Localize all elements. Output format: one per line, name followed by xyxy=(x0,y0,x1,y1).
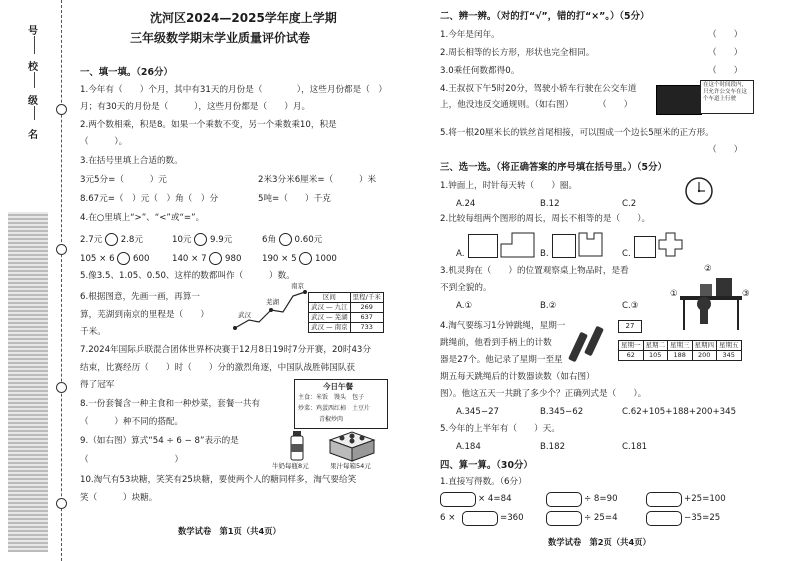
q8-line2: （ ）种不同的搭配。 xyxy=(80,417,184,427)
page1-footer: 数学试卷 第1页（共4页） xyxy=(178,526,281,536)
position-mark-2: ② xyxy=(704,264,712,274)
q4-line: 4.在○里填上“>”、“<”或“=”。 xyxy=(80,213,205,223)
s2-q4-line1: 4.王叔叔下午5时20分，驾驶小轿车行驶在公交车道 xyxy=(440,84,637,94)
table-header: 星期三 xyxy=(668,341,693,351)
q4-row2-c: 190 × 5 1000 xyxy=(262,254,337,264)
binding-blank xyxy=(34,106,35,120)
bus-lane-photo xyxy=(656,85,702,115)
section3-header: 三、选一选。（将正确答案的序号填在括号里。）（5分） xyxy=(440,162,667,173)
table-cell: 637 xyxy=(350,313,383,323)
binding-label-school: 校 xyxy=(28,62,38,73)
s2-q3: 3.0乘任何数都得0。 xyxy=(440,66,520,76)
binding-blank xyxy=(34,36,35,54)
position-mark-1: ① xyxy=(670,289,678,299)
menu-row-staple: 主食：米饭 馒头 包子 xyxy=(298,394,365,401)
s3-q3-line1: 3.机灵狗在（ ）的位置观察桌上物品时，是看 xyxy=(440,266,629,276)
table-header: 星期一 xyxy=(619,341,644,351)
table-cell: 200 xyxy=(692,351,717,361)
q3-b: 2米3分米6厘米=（ ）米 xyxy=(258,175,377,185)
q6-line3: 千米。 xyxy=(80,327,106,337)
s3-q1: 1.钟面上，时针每天转（ ）圈。 xyxy=(440,181,578,191)
binding-label-number: 号 xyxy=(28,26,38,37)
s3-q5: 5.今年的上半年有（ ）天。 xyxy=(440,424,560,434)
table-header: 星期五 xyxy=(717,341,742,351)
s3-q4-line2: 跳绳前，他看到手柄上的计数 xyxy=(440,338,552,348)
q3-line: 3.在括号里填上合适的数。 xyxy=(80,156,183,166)
calc-expr: −35=25 xyxy=(684,513,721,523)
s3-q4-line4: 期五每天跳绳后的计数器读数（如右图） xyxy=(440,372,595,382)
s2-q4-line2: 上，他没违反交通规则。（如右图） xyxy=(440,100,574,110)
table-cell: 269 xyxy=(350,303,383,313)
lunch-menu xyxy=(294,379,388,429)
table-header: 星期二 xyxy=(643,341,668,351)
milk-price-label: 牛奶每瓶8元 xyxy=(272,462,309,470)
q4-row1-a: 2.7元 2.8元 xyxy=(80,235,143,245)
map-label-wuhan: 武汉 xyxy=(238,311,251,319)
binding-hole xyxy=(56,104,67,115)
answer-paren: （ ） xyxy=(708,66,743,76)
binding-hole xyxy=(56,382,67,393)
binding-blank xyxy=(34,72,35,88)
q2-line2: （ ）。 xyxy=(80,137,128,147)
s3-q2: 2.比较每组两个图形的周长，周长不相等的是（ ）。 xyxy=(440,214,651,224)
s3-q1-opt-a[interactable]: A.24 xyxy=(456,199,476,209)
answer-box[interactable] xyxy=(462,511,498,526)
answer-box[interactable] xyxy=(546,492,582,507)
exam-title-line1: 沈河区2024—2025学年度上学期 xyxy=(150,11,337,25)
table-header: 区间 xyxy=(309,293,351,303)
position-mark-3: ③ xyxy=(742,289,750,299)
table-cell: 733 xyxy=(350,323,383,333)
s3-q4-line1: 4.淘气要练习1分钟跳绳，星期一 xyxy=(440,321,566,331)
q4-row2-a: 105 × 6 600 xyxy=(80,254,150,264)
calc-expr: +25=100 xyxy=(684,494,726,504)
q1-line1: 1.今年有（ ）个月，其中有31天的月份是（ ），这些月份都是（ ） xyxy=(80,85,388,95)
s2-q5-line1: 5.将一根20厘米长的铁丝首尾相接，可以围成一个边长5厘米的正方形。 xyxy=(440,128,714,138)
counter-display: 27 xyxy=(618,320,642,333)
binding-strip xyxy=(0,0,66,561)
calc-expr: =360 xyxy=(500,513,524,523)
section1-header: 一、填一填。（26分） xyxy=(80,67,173,78)
calc-expr: ÷ 8=90 xyxy=(584,494,618,504)
rectangle-shape xyxy=(468,234,498,258)
s3-q5-opt-b[interactable]: B.182 xyxy=(540,442,566,452)
q1-line2: 月；有30天的月份是（ ），这些月份都是（ ）月。 xyxy=(80,102,311,112)
juice-box-icon xyxy=(326,428,378,462)
juice-price-label: 果汁每箱54元 xyxy=(330,462,371,470)
q5-line: 5.像3.5、1.05、0.50、这样的数都叫作（ ）数。 xyxy=(80,271,295,281)
table-cell: 105 xyxy=(643,351,668,361)
s3-q4-opt-a[interactable]: A.345−27 xyxy=(456,407,499,417)
s3-q3-opt-c[interactable]: C.③ xyxy=(622,301,639,311)
map-label-nanjing: 南京 xyxy=(291,282,304,290)
milk-bottle-icon xyxy=(288,430,306,462)
binding-label-class: 级 xyxy=(28,96,38,107)
answer-paren: （ ） xyxy=(598,100,633,110)
q7-line2: 结束，比赛经历（ ）时（ ）分的激烈角逐，中国队战胜韩国队获 xyxy=(80,363,356,373)
s3-q3-line2: 不到全貌的。 xyxy=(440,283,492,293)
table-header: 里程/千米 xyxy=(350,293,383,303)
compare-circle[interactable] xyxy=(209,252,222,265)
answer-paren: （ ） xyxy=(708,48,743,58)
q10-line1: 10.淘气有53块糖，笑笑有25块糖，要使两个人的糖同样多，淘气要给笑 xyxy=(80,475,357,485)
menu-row-dishes: 炒菜：鸡蛋西红柿 土豆片 xyxy=(298,405,371,412)
q6-line2: 算，芜湖到南京的里程是（ ） xyxy=(80,310,209,320)
notched-square-shape xyxy=(578,232,604,258)
desk-scene-illustration xyxy=(668,270,752,332)
s3-q2-opt-c[interactable]: C. xyxy=(622,249,631,259)
table-header: 星期四 xyxy=(692,341,717,351)
answer-paren: （ ） xyxy=(708,30,743,40)
q7-line1: 7.2024年国际乒联混合团体世界杯决赛于12月8日19时7分开赛，20时43分 xyxy=(80,345,371,355)
answer-box[interactable] xyxy=(646,511,682,526)
q3-c: 8.67元=（ ）元（ ）角（ ）分 xyxy=(80,194,219,204)
s3-q1-opt-b[interactable]: B.12 xyxy=(540,199,560,209)
s3-q5-opt-a[interactable]: A.184 xyxy=(456,442,481,452)
binding-label-name: 名 xyxy=(28,130,38,141)
s3-q3-opt-a[interactable]: A.① xyxy=(456,301,473,311)
binding-line xyxy=(61,0,62,561)
table-cell: 62 xyxy=(619,351,644,361)
square-shape xyxy=(552,234,576,258)
s3-q4-opt-c[interactable]: C.62+105+188+200+345 xyxy=(622,407,737,417)
compare-circle[interactable] xyxy=(299,252,312,265)
binding-hole xyxy=(56,498,67,509)
cross-shape xyxy=(658,232,684,258)
compare-circle[interactable] xyxy=(117,252,130,265)
step-shape xyxy=(500,232,536,258)
shaded-strip xyxy=(8,212,48,552)
s4-q1: 1.直接写得数。（6分） xyxy=(440,477,527,487)
compare-circle[interactable] xyxy=(105,233,118,246)
q8-line1: 8.一份套餐含一种主食和一种炒菜，套餐一共有 xyxy=(80,399,261,409)
q4-row1-b: 10元 9.9元 xyxy=(172,235,233,245)
s3-q2-opt-b[interactable]: B. xyxy=(540,249,549,259)
q4-row2-b: 140 × 7 980 xyxy=(172,254,242,264)
answer-box[interactable] xyxy=(546,511,582,526)
q6-line1: 6.根据图意，先画一画，再算一 xyxy=(80,292,200,302)
q4-row1-c: 6角 0.60元 xyxy=(262,235,323,245)
s3-q4-line3: 器是27个。他记录了星期一至星 xyxy=(440,355,563,365)
square-shape xyxy=(634,236,656,258)
map-label-wuhu: 芜湖 xyxy=(266,298,279,306)
compare-circle[interactable] xyxy=(194,233,207,246)
s3-q3-opt-b[interactable]: B.② xyxy=(540,301,557,311)
s2-q1: 1.今年是闰年。 xyxy=(440,30,500,40)
exam-title-line2: 三年级数学期末学业质量评价试卷 xyxy=(130,31,311,45)
answer-paren: （ ） xyxy=(708,145,743,155)
binding-hole xyxy=(56,244,67,255)
table-cell: 345 xyxy=(717,351,742,361)
s3-q2-opt-a[interactable]: A. xyxy=(456,249,465,259)
section4-header: 四、算一算。（30分） xyxy=(440,460,533,471)
s2-q2: 2.周长相等的长方形，形状也完全相同。 xyxy=(440,48,595,58)
s3-q1-opt-c[interactable]: C.2 xyxy=(622,199,637,209)
table-cell: 武汉 — 南京 xyxy=(309,323,351,333)
mileage-table xyxy=(308,292,384,333)
q3-a: 3元5分=（ ）元 xyxy=(80,175,167,185)
q7-line3: 得了冠军 xyxy=(80,380,115,390)
table-cell: 武汉 — 九江 xyxy=(309,303,351,313)
q9-line1: 9.（如右图）算式“54 ÷ 6 − 8”表示的是 xyxy=(80,436,239,446)
menu-title: 今日午餐 xyxy=(323,382,353,391)
s3-q4-opt-b[interactable]: B.345−62 xyxy=(540,407,584,417)
clock-icon xyxy=(684,176,714,206)
bus-lane-sign: 在这个时间段内，只允许公交车在这个车道上行驶 xyxy=(700,80,754,114)
s3-q5-opt-c[interactable]: C.181 xyxy=(622,442,648,452)
jump-rope-icon xyxy=(566,322,612,368)
menu-row-dish3: 青椒炒肉 xyxy=(319,416,344,423)
q2-line1: 2.两个数相乘，积是8。如果一个乘数不变，另一个乘数乘10，积是 xyxy=(80,120,337,130)
q9-line2: （ ） xyxy=(80,455,184,465)
s3-q4-line5: 图）。他这五天一共跳了多少个？正确列式是（ ）。 xyxy=(440,389,647,399)
jump-count-table xyxy=(618,340,742,361)
answer-box[interactable] xyxy=(440,492,476,507)
page2-footer: 数学试卷 第2页（共4页） xyxy=(548,537,651,547)
q3-d: 5吨=（ ）千克 xyxy=(258,194,331,204)
table-cell: 武汉 — 芜湖 xyxy=(309,313,351,323)
calc-expr: 6 × xyxy=(440,513,456,523)
calc-expr: × 4=84 xyxy=(478,494,512,504)
table-cell: 188 xyxy=(668,351,693,361)
q10-line2: 笑（ ）块糖。 xyxy=(80,493,158,503)
calc-expr: ÷ 25=4 xyxy=(584,513,618,523)
section2-header: 二、辨一辨。（对的打“√”，错的打“×”。）（5分） xyxy=(440,11,650,22)
compare-circle[interactable] xyxy=(279,233,292,246)
answer-box[interactable] xyxy=(646,492,682,507)
